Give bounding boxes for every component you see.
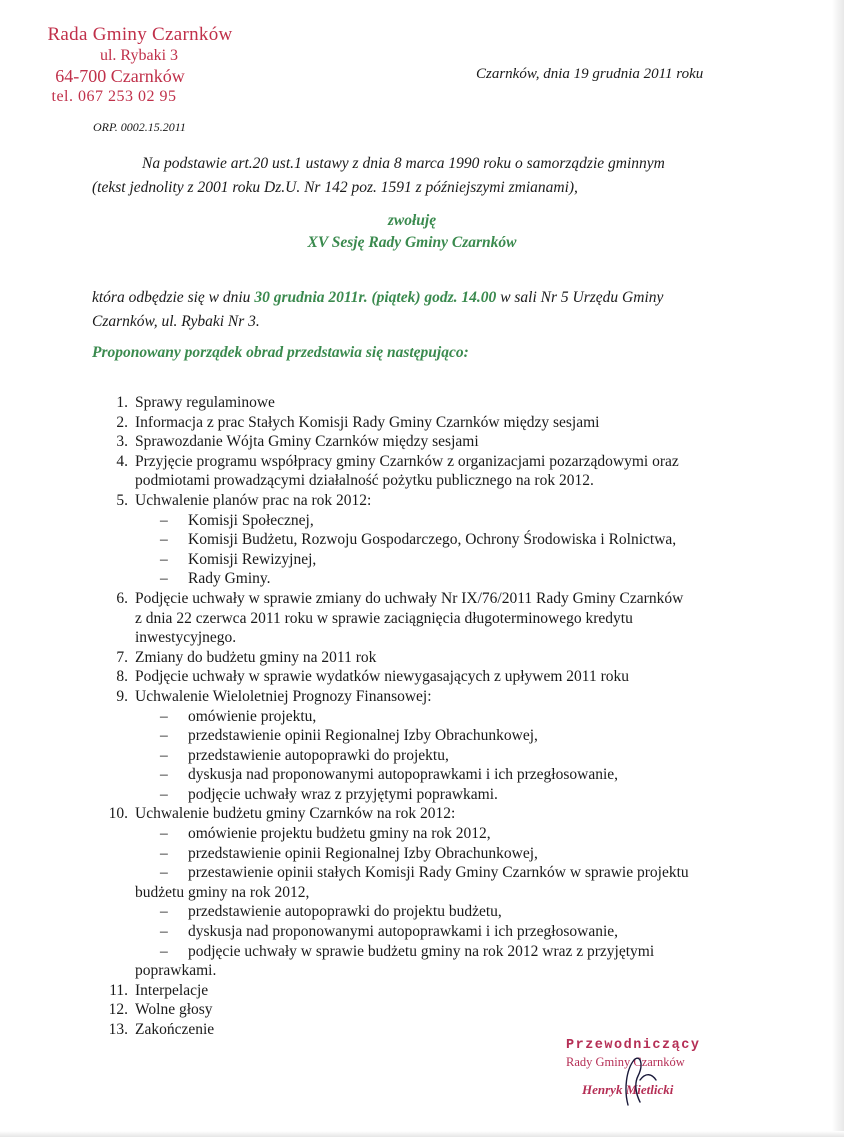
agenda-item-number: 1. xyxy=(116,394,128,411)
agenda-sublist xyxy=(135,511,740,589)
agenda-subitem-text: przedstawienie autopoprawki do projektu budżetu, xyxy=(188,903,502,921)
agenda-subitem-text: podjęcie uchwały wraz z przyjętymi poprawkami. xyxy=(188,785,498,803)
agenda-subitem-text: omówienie projektu budżetu gminy na rok 2012, xyxy=(188,825,491,843)
agenda-item xyxy=(100,804,740,980)
agenda-item xyxy=(100,413,740,433)
agenda-item xyxy=(100,452,740,491)
agenda-subitem-text: dyskusja nad proponowanymi autopoprawkami i ich przegłosowanie, xyxy=(188,923,619,941)
agenda-item xyxy=(100,1000,740,1020)
session-details xyxy=(92,286,742,334)
legal-basis-line-1: Na podstawie art.20 ust.1 ustawy z dnia 8 marca 1990 roku o samorządzie gminnym xyxy=(142,155,665,172)
signature-body: Rady Gminy Czarnków xyxy=(566,1055,685,1069)
agenda-subitem-text: Komisji Rewizyjnej, xyxy=(188,550,317,568)
agenda-item-number: 2. xyxy=(116,413,128,431)
agenda-subitem xyxy=(135,707,740,727)
city-date: Czarnków, dnia 19 grudnia 2011 roku xyxy=(476,66,704,82)
scan-edge-right xyxy=(832,0,844,1137)
agenda-sublist xyxy=(135,824,740,981)
agenda-sublist xyxy=(135,707,740,805)
scan-edge-bottom xyxy=(0,1131,844,1137)
agenda-item xyxy=(100,648,740,668)
agenda-subitem xyxy=(135,785,740,805)
agenda-item-number: 11. xyxy=(109,981,128,999)
agenda-subitem xyxy=(135,902,740,922)
reference-number: ORP. 0002.15.2011 xyxy=(93,120,186,134)
agenda-item-number: 4. xyxy=(116,452,128,470)
agenda-item-text: Podjęcie uchwały w sprawie zmiany do uchwały Nr IX/76/2011 Rady Gminy Czarnków xyxy=(135,589,684,607)
agenda-item xyxy=(100,981,740,1001)
agenda-subitem-text: Komisji Społecznej, xyxy=(188,511,314,529)
agenda-item xyxy=(100,432,740,452)
agenda-list xyxy=(100,393,740,1040)
signature-name: Henryk Mietlicki xyxy=(582,1082,674,1097)
agenda-item-text: inwestycyjnego. xyxy=(135,629,237,647)
agenda-subitem xyxy=(135,569,740,589)
agenda-item xyxy=(100,687,740,805)
agenda-item-number: 7. xyxy=(116,648,128,666)
session-prefix: która odbędzie się w dniu xyxy=(92,289,255,306)
agenda-item xyxy=(100,491,740,589)
dash-bullet: – xyxy=(160,942,168,960)
agenda-subitem xyxy=(135,530,740,550)
agenda-item-number: 13. xyxy=(108,1021,128,1038)
session-suffix: w sali Nr 5 Urzędu Gminy xyxy=(496,289,664,306)
agenda-subitem xyxy=(135,922,740,942)
dash-bullet: – xyxy=(160,727,168,745)
agenda-subitem-text: przedstawienie autopoprawki do projektu, xyxy=(188,746,449,764)
agenda-subitem xyxy=(135,942,740,981)
stamp-line-3: 64-700 Czarnków xyxy=(55,66,185,86)
agenda-item-text: Zmiany do budżetu gminy na 2011 rok xyxy=(135,648,377,666)
agenda-subitem xyxy=(135,863,740,902)
agenda-subitem-text: przedstawienie opinii Regionalnej Izby Obrachunkowej, xyxy=(188,727,538,745)
agenda-item-number: 9. xyxy=(116,687,128,705)
agenda-item-text: Informacja z prac Stałych Komisji Rady Gminy Czarnków między sesjami xyxy=(135,413,600,431)
agenda-item-number: 6. xyxy=(116,589,128,607)
agenda-item-text: Wolne głosy xyxy=(135,1001,213,1019)
agenda-subitem-text: Komisji Budżetu, Rozwoju Gospodarczego, Ochrony Środowiska i Rolnictwa, xyxy=(188,531,677,549)
agenda-item-number: 8. xyxy=(116,668,128,686)
stamp-line-2: ul. Rybaki 3 xyxy=(99,47,179,64)
agenda-subitem xyxy=(135,511,740,531)
stamp-line-1: Rada Gminy Czarnków xyxy=(47,24,233,45)
dash-bullet: – xyxy=(160,746,168,764)
legal-basis-line-2: (tekst jednolity z 2001 roku Dz.U. Nr 142 poz. 1591 z późniejszymi zmianami), xyxy=(92,179,578,196)
council-stamp xyxy=(40,24,240,107)
agenda-heading: Proponowany porządek obrad przedstawia się następująco: xyxy=(92,344,469,361)
agenda-subitem xyxy=(135,765,740,785)
agenda-item xyxy=(100,1020,740,1040)
agenda-item-text: z dnia 22 czerwca 2011 roku w sprawie zaciągnięcia długoterminowego kredytu xyxy=(135,609,633,627)
agenda-item-text: Uchwalenie planów prac na rok 2012: xyxy=(135,491,372,509)
agenda-subitem-text: dyskusja nad proponowanymi autopoprawkami i ich przegłosowanie, xyxy=(188,766,619,784)
session-location: Czarnków, ul. Rybaki Nr 3. xyxy=(92,313,260,330)
agenda-item-number: 10. xyxy=(108,805,128,823)
dash-bullet: – xyxy=(160,864,168,882)
handwritten-signature xyxy=(610,1050,670,1110)
agenda-item-text: Przyjęcie programu współpracy gminy Czarnków z organizacjami pozarządowymi oraz xyxy=(135,452,679,470)
agenda-item-text: Sprawozdanie Wójta Gminy Czarnków między sesjami xyxy=(135,433,479,451)
agenda-item-number: 5. xyxy=(116,491,128,509)
legal-basis xyxy=(92,152,742,200)
agenda-item-text: Podjęcie uchwały w sprawie wydatków niewygasających z upływem 2011 roku xyxy=(135,668,629,686)
agenda-subitem xyxy=(135,824,740,844)
agenda-subitem-text: omówienie projektu, xyxy=(188,707,317,725)
agenda-item-text: Sprawy regulaminowe xyxy=(135,394,275,411)
dash-bullet: – xyxy=(160,766,168,784)
dash-bullet: – xyxy=(160,825,168,843)
agenda-subitem xyxy=(135,726,740,746)
dash-bullet: – xyxy=(160,923,168,941)
agenda-item-text: Interpelacje xyxy=(135,981,209,999)
agenda-subitem-text: poprawkami. xyxy=(135,962,217,980)
dash-bullet: – xyxy=(160,550,168,568)
dash-bullet: – xyxy=(160,531,168,549)
agenda-item-number: 12. xyxy=(108,1001,128,1019)
agenda-item-text: Zakończenie xyxy=(135,1021,215,1038)
agenda-subitem xyxy=(135,550,740,570)
convocation-verb: zwołuję xyxy=(387,212,437,229)
stamp-line-4: tel. 067 253 02 95 xyxy=(51,88,177,105)
agenda-subitem-text: przestawienie opinii stałych Komisji Rady Gminy Czarnków w sprawie projektu xyxy=(188,864,689,882)
dash-bullet: – xyxy=(160,707,168,725)
agenda-item-text: Uchwalenie budżetu gminy Czarnków na rok 2012: xyxy=(135,805,456,823)
dash-bullet: – xyxy=(160,903,168,921)
agenda-item-text: podmiotami prowadzącymi działalność pożytku publicznego na rok 2012. xyxy=(135,472,594,490)
convocation xyxy=(0,210,844,254)
agenda-item-number: 3. xyxy=(116,433,128,451)
agenda-subitem xyxy=(135,844,740,864)
agenda-subitem-text: przedstawienie opinii Regionalnej Izby Obrachunkowej, xyxy=(188,844,538,862)
agenda-subitem xyxy=(135,746,740,766)
signature-title: Przewodniczący xyxy=(566,1038,701,1053)
dash-bullet: – xyxy=(160,570,168,588)
agenda-subitem-text: podjęcie uchwały w sprawie budżetu gminy na rok 2012 wraz z przyjętymi xyxy=(188,942,655,960)
session-date: 30 grudnia 2011r. (piątek) godz. 14.00 xyxy=(254,289,497,306)
agenda-item xyxy=(100,393,740,413)
agenda-item xyxy=(100,667,740,687)
dash-bullet: – xyxy=(160,511,168,529)
agenda-subitem-text: Rady Gminy. xyxy=(188,570,271,588)
agenda-subitem-text: budżetu gminy na rok 2012, xyxy=(135,883,310,901)
agenda-item-text: Uchwalenie Wieloletniej Prognozy Finansowej: xyxy=(135,687,432,705)
dash-bullet: – xyxy=(160,785,168,803)
agenda-item xyxy=(100,589,740,648)
session-title: XV Sesję Rady Gminy Czarnków xyxy=(307,234,517,251)
dash-bullet: – xyxy=(160,844,168,862)
